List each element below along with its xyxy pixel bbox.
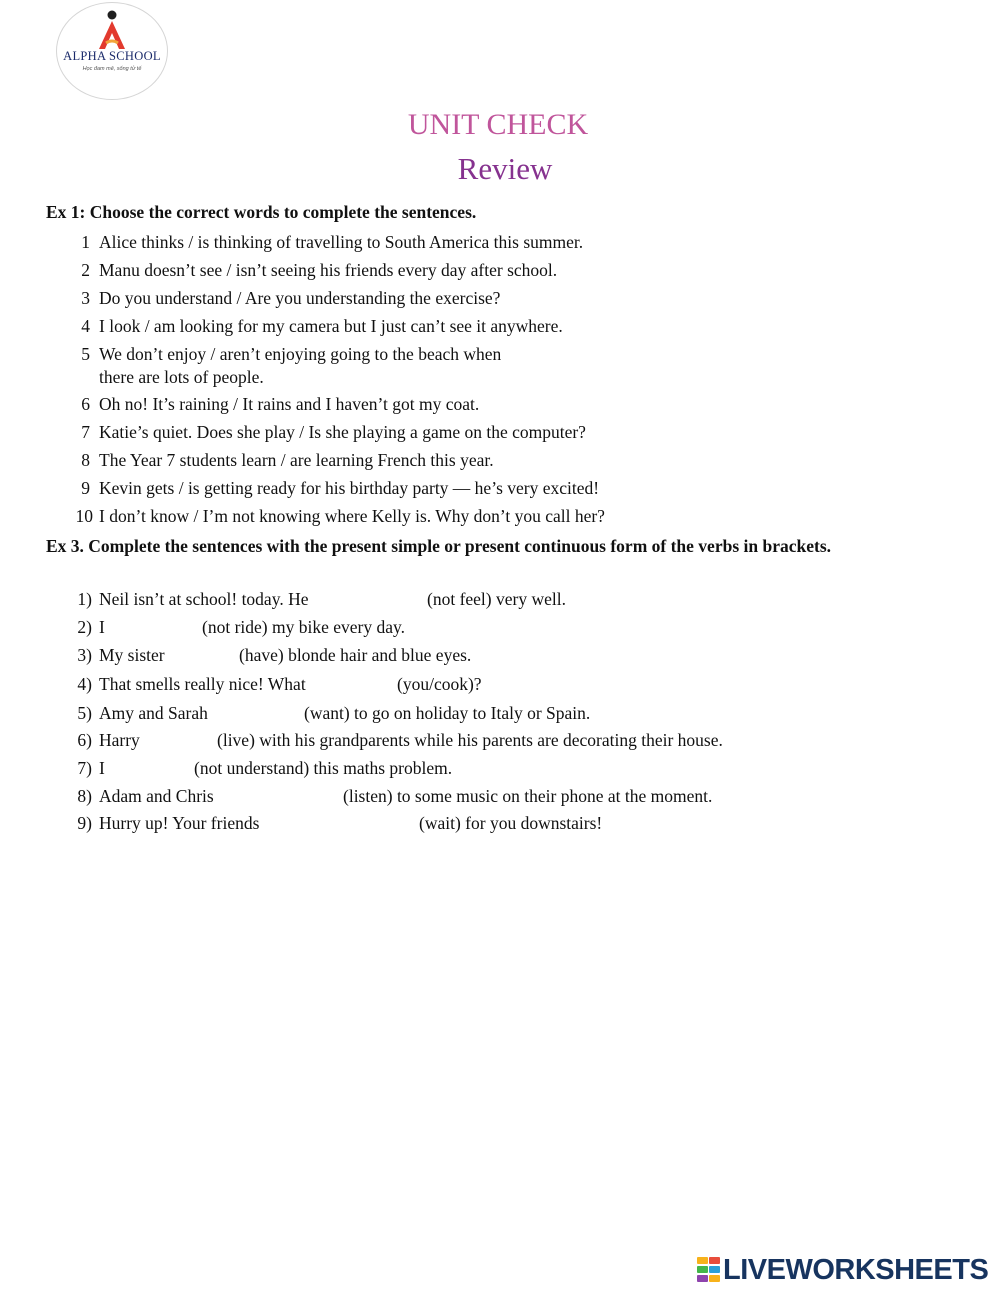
answer-blank[interactable] [112,616,200,636]
item-text-after: (want) to go on holiday to Italy or Spain. [304,703,591,723]
item-number: 5) [77,703,92,723]
item-text: The Year 7 students learn / are learning French this year. [99,450,494,470]
answer-blank[interactable] [333,673,395,693]
answer-blank[interactable] [148,729,215,749]
item-text-after: (not ride) my bike every day. [202,617,405,637]
item-text: Do you understand / Are you understanding the exercise? [99,288,501,308]
item-text-after: (wait) for you downstairs! [419,813,603,833]
item-text-after: (not understand) this maths problem. [194,758,453,778]
page-title: UNIT CHECK [407,108,589,141]
item-text-before: Neil isn’t at school! today. He [99,589,309,609]
item-text-after: (live) with his grandparents while his parents are decorating their house. [217,730,723,750]
item-text-before: Harry [99,730,140,750]
page-subtitle: Review [457,151,553,186]
item-number: 3 [81,288,90,308]
item-text-before: Adam and Chris [99,786,214,806]
item-number: 10 [75,506,93,526]
item-number: 4) [77,674,92,694]
item-text-before: That smells really nice! What [99,674,306,694]
item-number: 4 [81,316,90,336]
school-logo [56,2,168,100]
answer-blank[interactable] [112,757,192,777]
item-number: 2 [81,260,90,280]
item-number: 7) [77,758,92,778]
logo-figure-icon [95,9,129,51]
item-number: 1) [77,589,92,609]
item-text: Katie’s quiet. Does she play / Is she playing a game on the computer? [99,422,586,442]
liveworksheets-brand[interactable] [697,1254,997,1286]
item-number: 2) [77,617,92,637]
brand-name: LIVEWORKSHEETS [723,1254,989,1286]
answer-blank[interactable] [216,702,302,722]
item-text: Manu doesn’t see / isn’t seeing his friends every day after school. [99,260,558,280]
answer-blank[interactable] [330,588,425,608]
item-text: We don’t enjoy / aren’t enjoying going to the beach when [99,344,502,364]
item-number: 6 [81,394,90,414]
item-text-before: I [99,617,105,637]
answer-blank[interactable] [232,785,340,805]
ex1-heading: Ex 1: Choose the correct words to complete the sentences. [46,202,477,222]
item-text: I don’t know / I’m not knowing where Kelly is. Why don’t you call her? [99,506,605,526]
answer-blank[interactable] [272,812,415,832]
item-text: Kevin gets / is getting ready for his birthday party — he’s very excited! [99,478,600,498]
item-number: 3) [77,645,92,665]
item-number: 7 [81,422,90,442]
answer-blank[interactable] [175,644,237,664]
item-number: 9 [81,478,90,498]
item-number: 5 [81,344,90,364]
item-text: there are lots of people. [99,367,264,387]
item-text-after: (listen) to some music on their phone at the moment. [343,786,713,806]
item-text: I look / am looking for my camera but I just can’t see it anywhere. [99,316,563,336]
item-text-before: Amy and Sarah [99,703,208,723]
ex3-heading: Ex 3. Complete the sentences with the present simple or present continuous form of the verbs in brackets. [46,536,832,556]
logo-tagline: Học đam mê, sống tử tế [82,66,142,72]
item-text-before: I [99,758,105,778]
item-text-after: (not feel) very well. [427,589,566,609]
item-number: 9) [77,813,92,833]
item-number: 8 [81,450,90,470]
item-text-before: Hurry up! Your friends [99,813,260,833]
item-text: Oh no! It’s raining / It rains and I haven’t got my coat. [99,394,480,414]
item-number: 1 [81,232,90,252]
item-number: 6) [77,730,92,750]
item-text-before: My sister [99,645,165,665]
liveworksheets-logo-icon [697,1257,721,1283]
logo-name: ALPHA SCHOOL [63,49,161,63]
item-text-after: (you/cook)? [397,674,482,694]
item-text: Alice thinks / is thinking of travelling to South America this summer. [99,232,584,252]
item-number: 8) [77,786,92,806]
item-text-after: (have) blonde hair and blue eyes. [239,645,472,665]
